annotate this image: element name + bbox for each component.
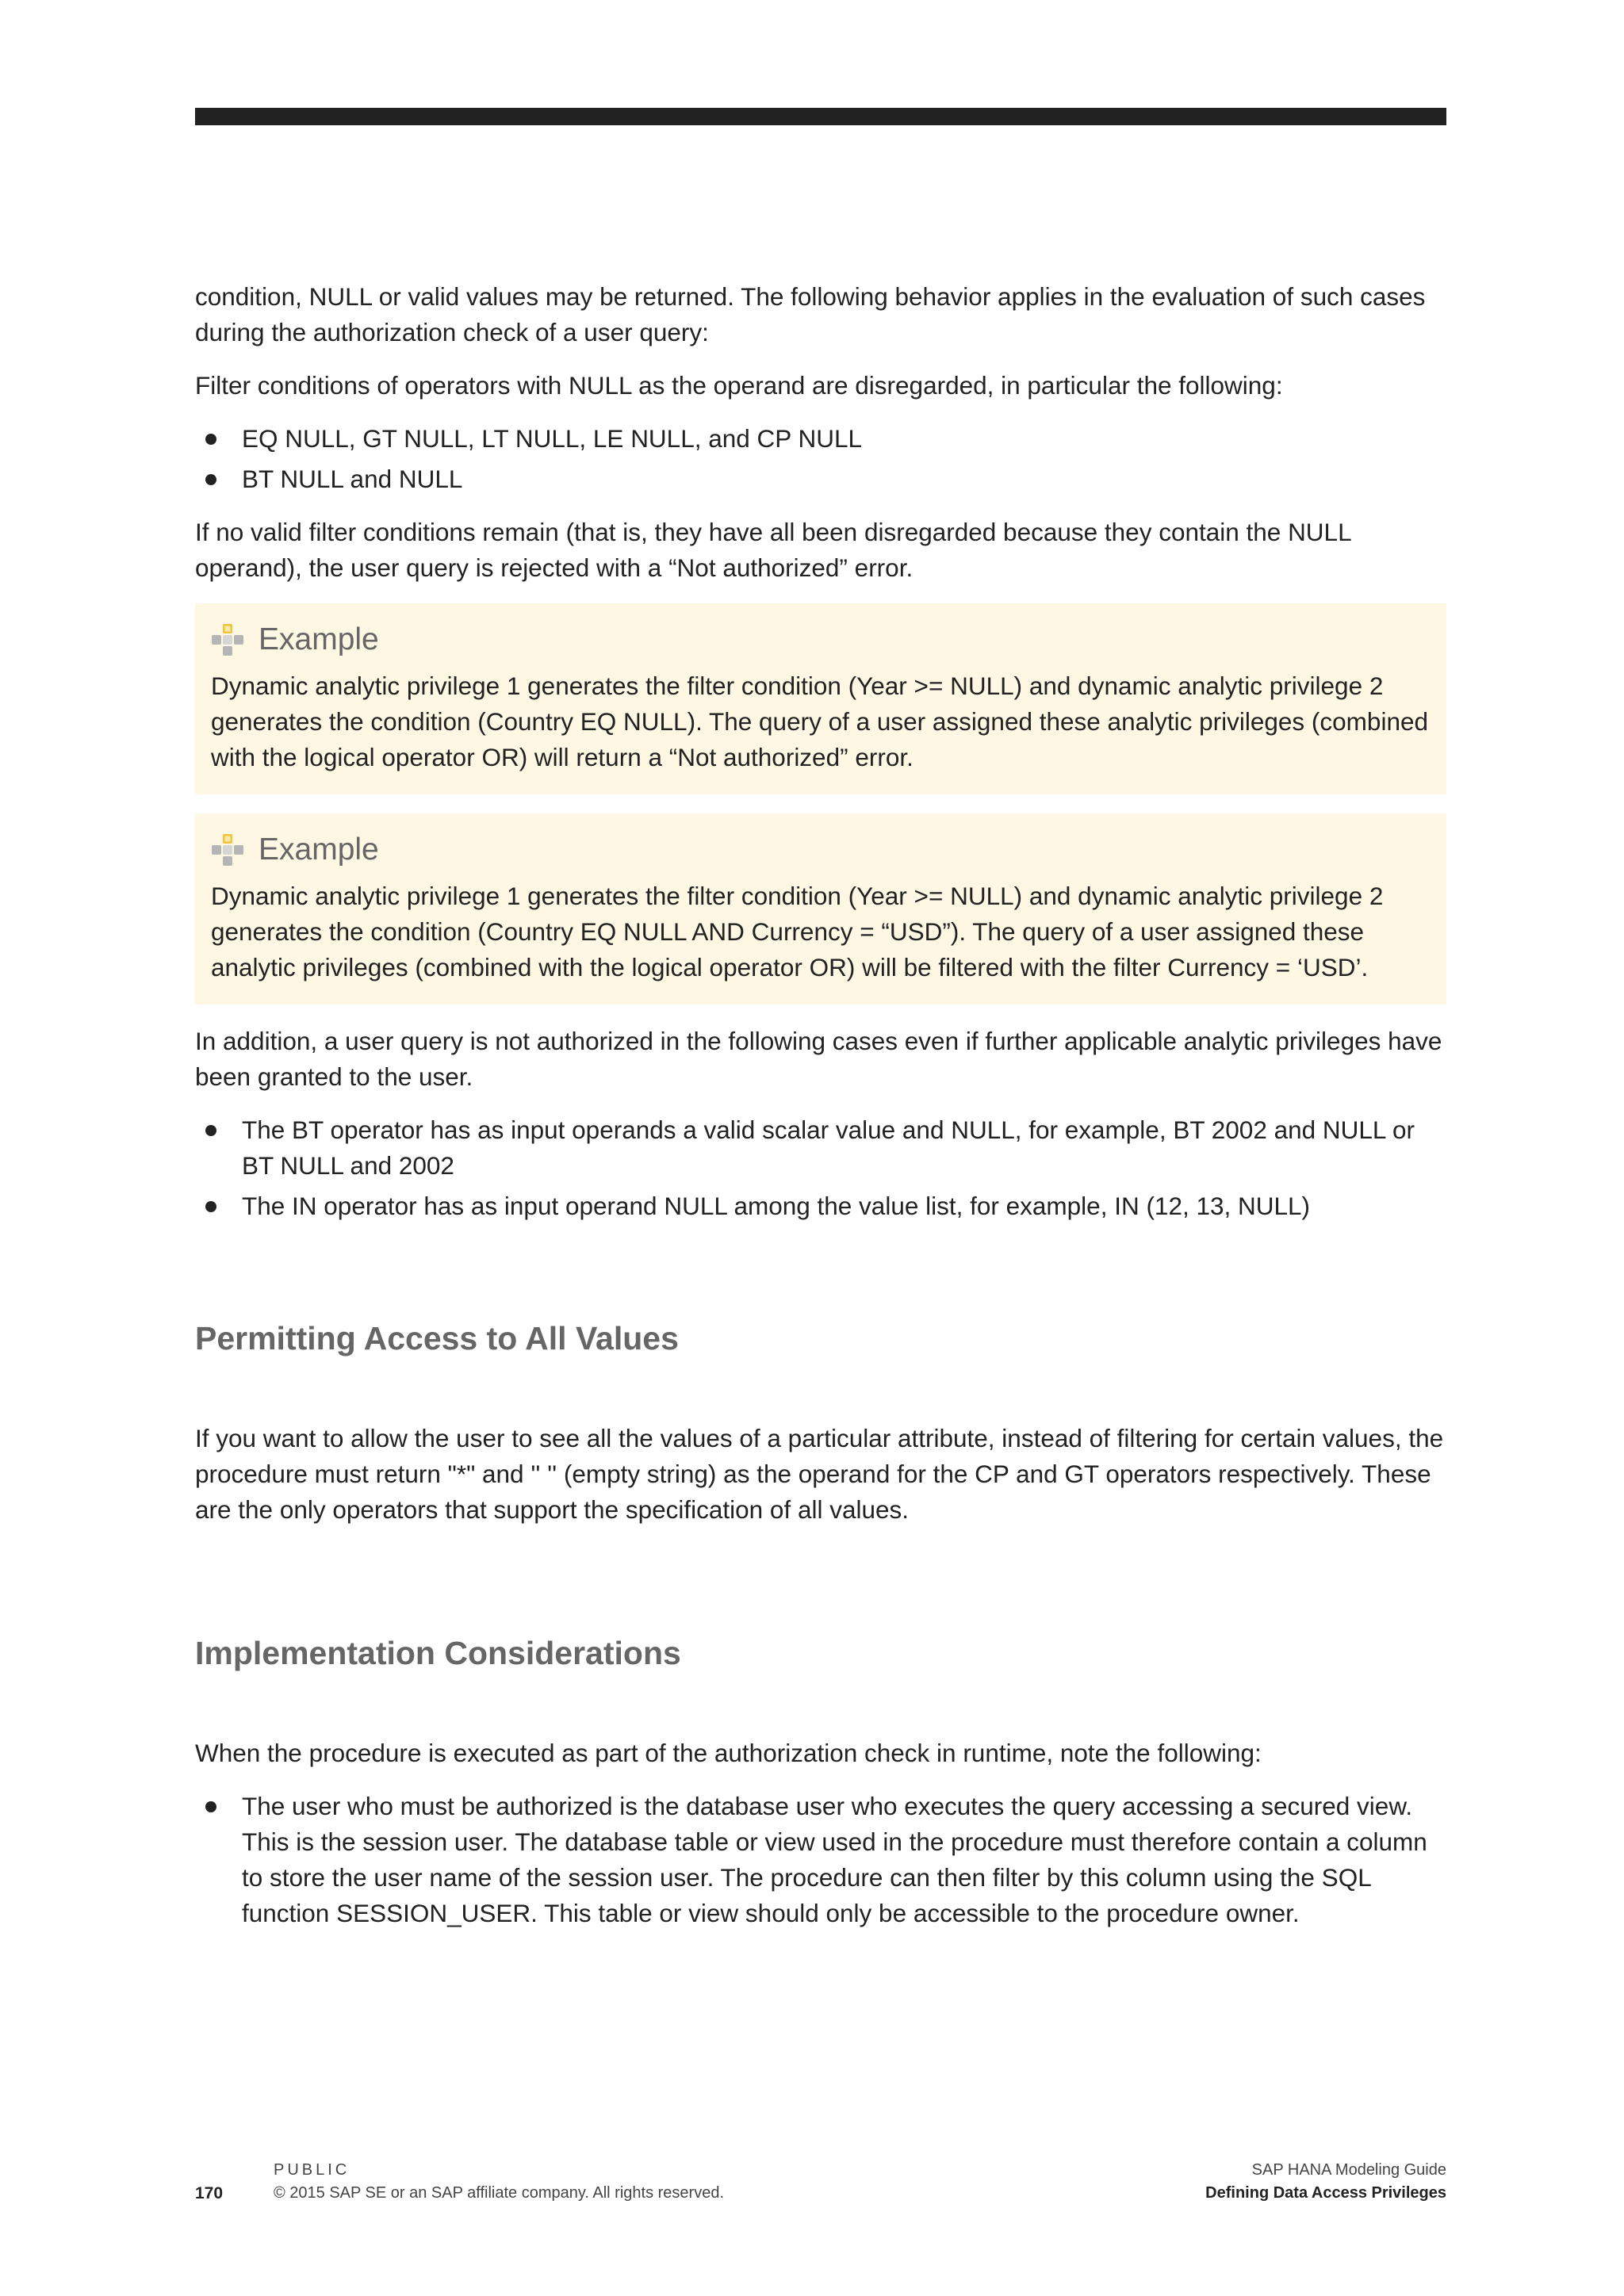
list-item-text: The user who must be authorized is the database user who executes the query accessing a secured view. This is the session user. The database table or view used in the procedure must therefore contain a column to store the user name of the session user. The procedure can then filter by this column using the SQL function SESSION_USER. This table or view should only be accessible to the procedure owner. (242, 1792, 1427, 1927)
example-title: Example (259, 622, 379, 656)
bullet-icon (205, 1125, 216, 1136)
example-box-2 (195, 813, 1446, 1004)
list-item-text: The BT operator has as input operands a valid scalar value and NULL, for example, BT 2002 and NULL or BT NULL and 2002 (242, 1115, 1415, 1180)
example-box-1 (195, 603, 1446, 794)
page-footer (195, 2160, 1446, 2207)
list-item (195, 1789, 1446, 1931)
bullet-icon (205, 1201, 216, 1212)
guide-title: SAP HANA Modeling Guide (1251, 2161, 1446, 2179)
list-item (195, 1188, 1446, 1224)
copyright-text: © 2015 SAP SE or an SAP affiliate company. All rights reserved. (274, 2184, 725, 2202)
implementation-paragraph: When the procedure is executed as part of the authorization check in runtime, note the following: (195, 1739, 1262, 1767)
example-text: Dynamic analytic privilege 1 generates the filter condition (Year >= NULL) and dynamic analytic privilege 2 generates the condition (Country EQ NULL). The query of a user assigned these analytic privileges (combined with the logical operator OR) will return a “Not authorized” error. (211, 672, 1428, 771)
additional-paragraph: In addition, a user query is not authorized in the following cases even if further applicable analytic privileges have been granted to the user. (195, 1027, 1442, 1091)
intro-paragraph-1: condition, NULL or valid values may be returned. The following behavior applies in the evaluation of such cases during the authorization check of a user query: (195, 282, 1426, 346)
example-header (211, 619, 1431, 660)
list-item-text: The IN operator has as input operand NULL among the value list, for example, IN (12, 13, NULL) (242, 1192, 1311, 1220)
all-values-paragraph: If you want to allow the user to see all the values of a particular attribute, instead of filtering for certain values, the procedure must return "*" and '' '' (empty string) as the operand for the CP and GT operators respectively. These are the only operators that support the specification of all values. (195, 1424, 1444, 1524)
unauthorized-cases-list (195, 1112, 1446, 1224)
example-icon (211, 833, 244, 867)
list-item (195, 1112, 1446, 1184)
page-content (195, 279, 1446, 1949)
page-number: 170 (195, 2184, 224, 2202)
bullet-icon (205, 474, 216, 485)
example-header (211, 829, 1431, 871)
classification-label: PUBLIC (274, 2161, 350, 2179)
bullet-icon (205, 434, 216, 445)
heading-implementation: Implementation Considerations (195, 1635, 681, 1671)
chapter-title: Defining Data Access Privileges (1205, 2184, 1446, 2202)
heading-permitting-access: Permitting Access to All Values (195, 1320, 679, 1357)
list-item-text: BT NULL and NULL (242, 465, 463, 493)
example-icon (211, 623, 244, 656)
example-text: Dynamic analytic privilege 1 generates the filter condition (Year >= NULL) and dynamic analytic privilege 2 generates the condition (Country EQ NULL AND Currency = “USD”). The query of a user assigned these analytic privileges (combined with the logical operator OR) will be filtered with the filter Currency = ‘USD’. (211, 882, 1384, 982)
list-item (195, 461, 1446, 497)
bullet-icon (205, 1801, 216, 1812)
intro-paragraph-3: If no valid filter conditions remain (that is, they have all been disregarded because they contain the NULL operand), the user query is rejected with a “Not authorized” error. (195, 518, 1351, 582)
list-item-text: EQ NULL, GT NULL, LT NULL, LE NULL, and CP NULL (242, 424, 863, 453)
list-item (195, 421, 1446, 457)
null-operator-list (195, 421, 1446, 497)
top-rule (195, 108, 1446, 125)
implementation-list (195, 1789, 1446, 1931)
example-title: Example (259, 832, 379, 867)
intro-paragraph-2: Filter conditions of operators with NULL as the operand are disregarded, in particular the following: (195, 371, 1283, 400)
